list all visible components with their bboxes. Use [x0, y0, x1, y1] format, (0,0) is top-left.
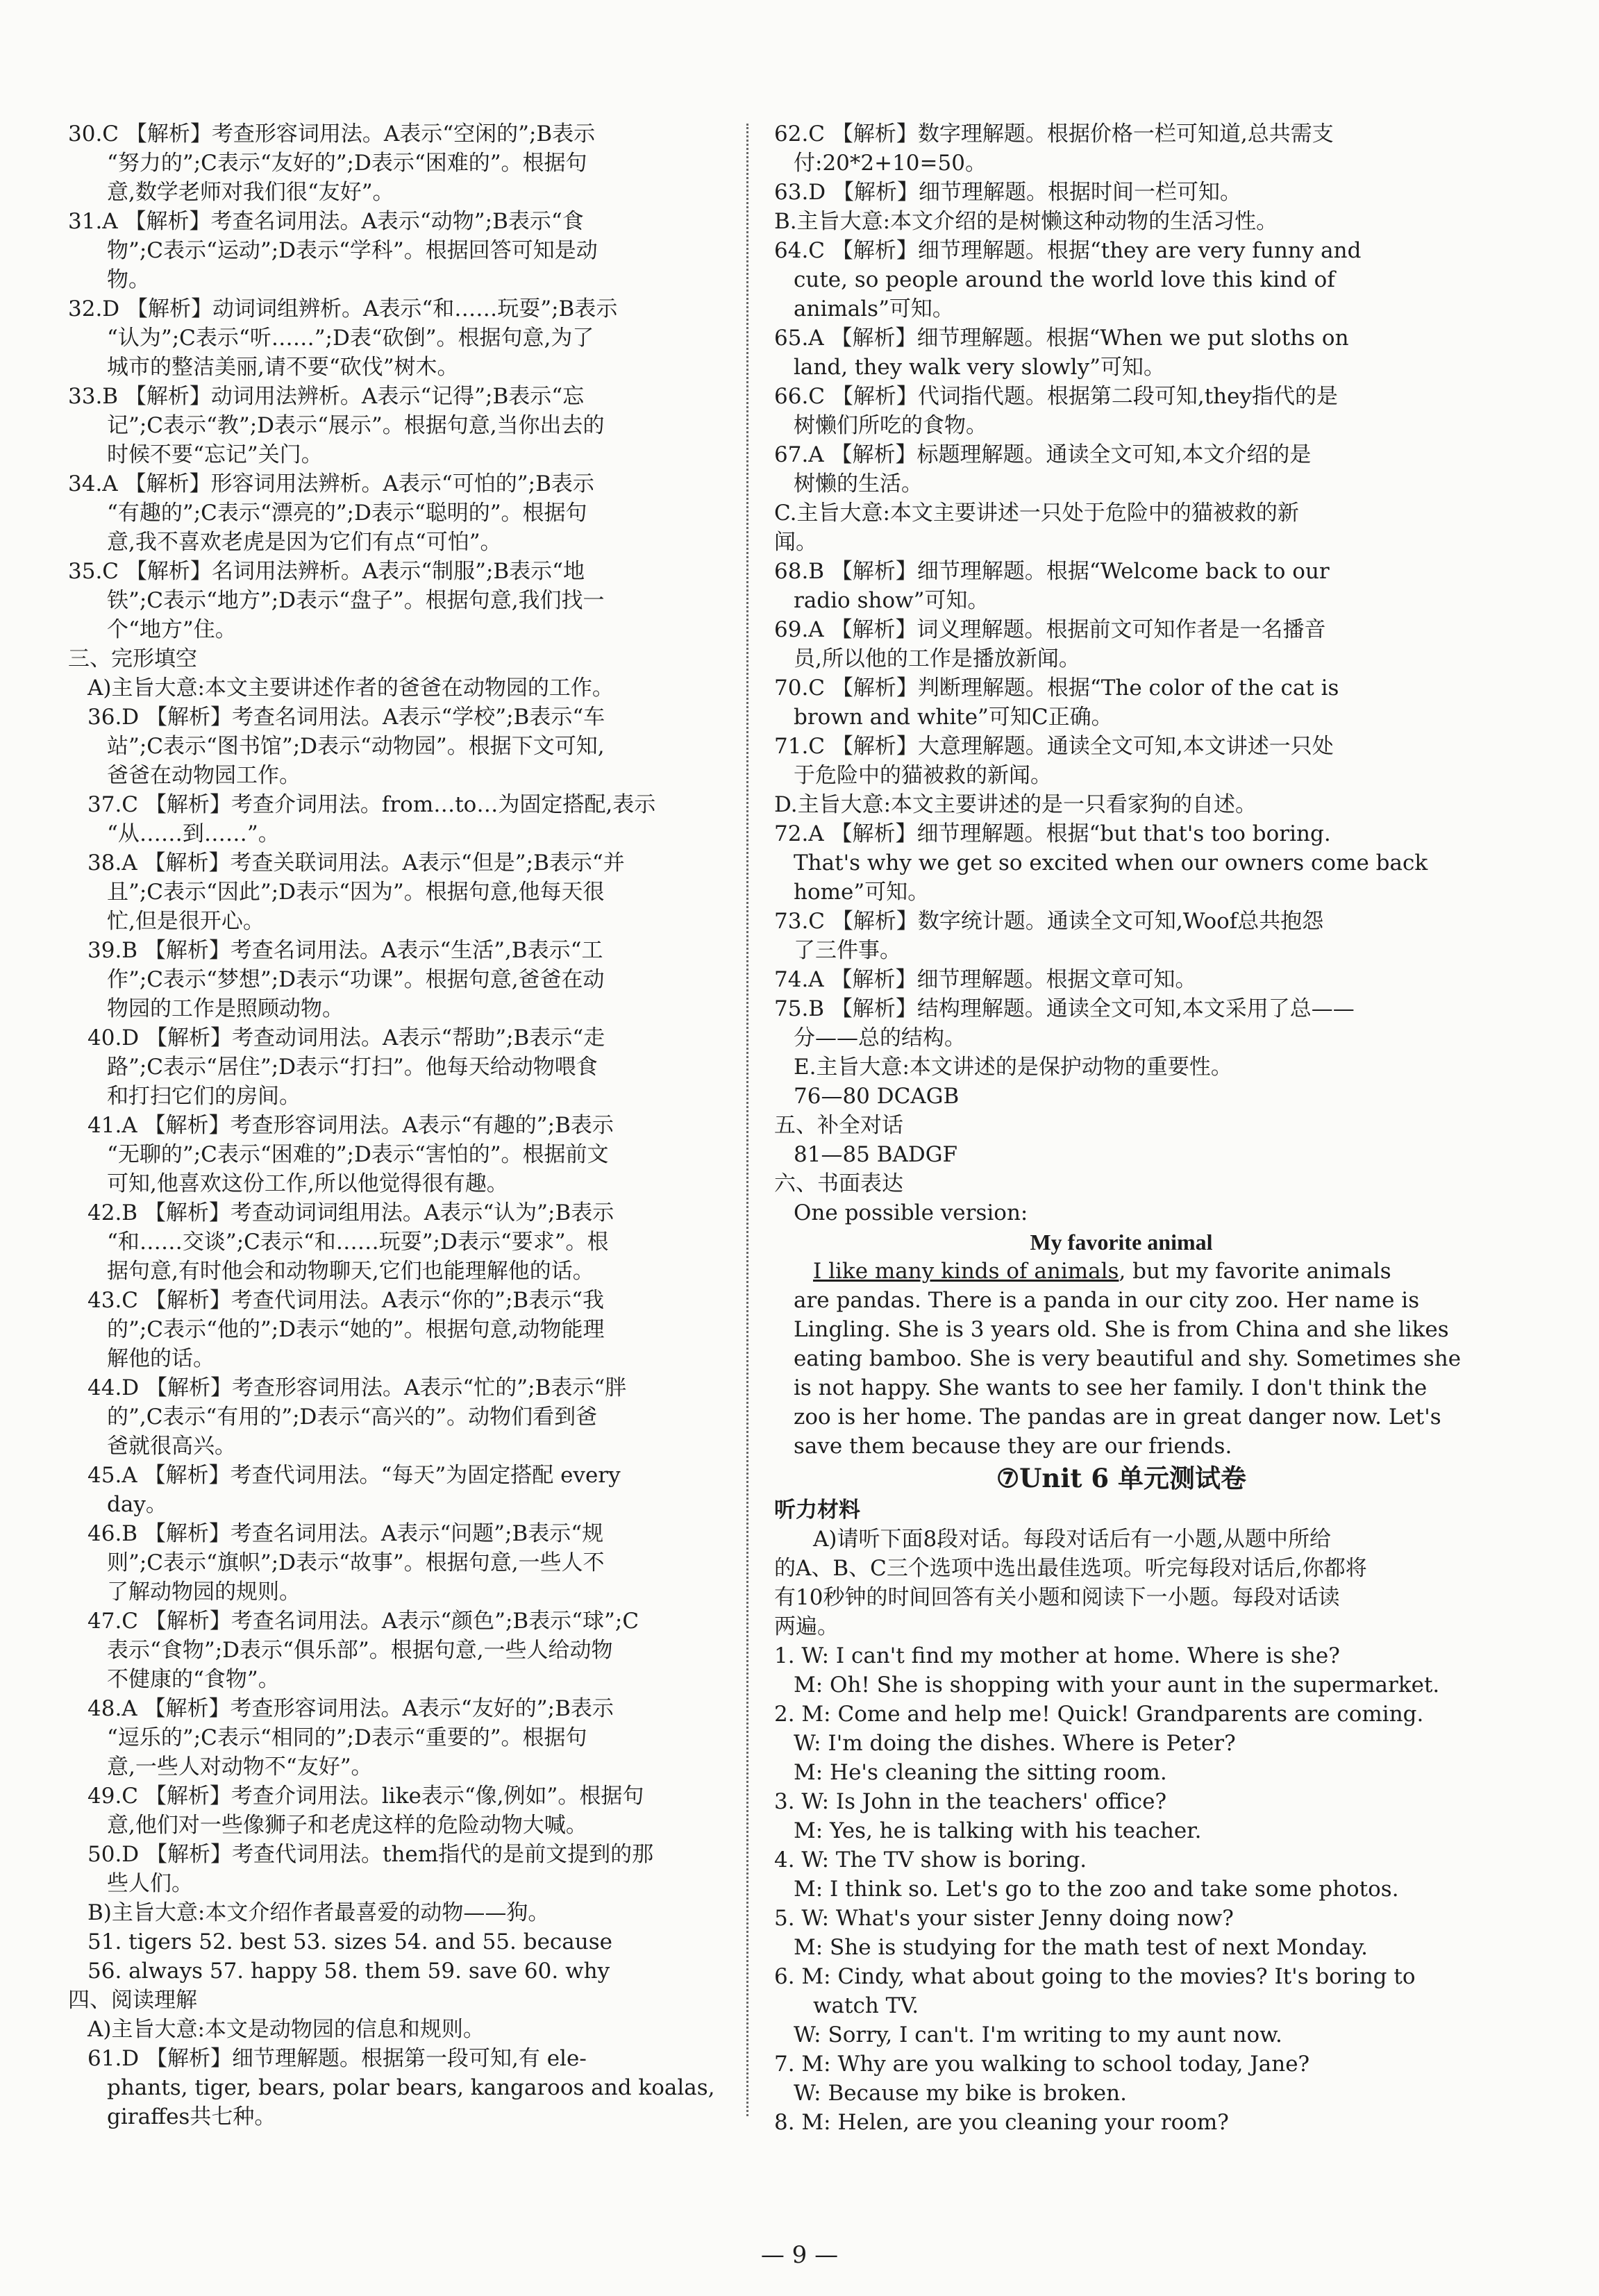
text-line: 六、书面表达 [774, 1171, 903, 1196]
text-line: “认为”;C表示“听……”;D表“砍倒”。根据句意,为了 [107, 326, 594, 351]
text-line: 66.C 【解析】代词指代题。根据第二段可知,they指代的是 [774, 384, 1339, 409]
text-line: 时候不要“忘记”关门。 [107, 442, 323, 467]
text-line: 且”;C表示“因此”;D表示“因为”。根据句意,他每天很 [107, 880, 605, 905]
answer-list-right [774, 119, 1468, 1227]
text-line: 32.D 【解析】动词词组辨析。A表示“和……玩耍”;B表示 [68, 296, 618, 321]
text-line: 45.A 【解析】考查代词用法。“每天”为固定搭配 every [87, 1463, 621, 1488]
text-line: 爸就很高兴。 [107, 1434, 236, 1459]
text-line: land, they walk very slowly”可知。 [794, 355, 1165, 380]
text-line: 51. tigers 52. best 53. sizes 54. and 55. because [87, 1929, 612, 1954]
listening-line: 2. M: Come and help me! Quick! Grandparents are coming. [774, 1702, 1424, 1727]
text-line: 意,我不喜欢老虎是因为它们有点“可怕”。 [107, 530, 502, 555]
essay-line [774, 1257, 1468, 1286]
text-line: 36.D 【解析】考查名词用法。A表示“学校”;B表示“车 [87, 705, 605, 730]
text-line: 61.D 【解析】细节理解题。根据第一段可知,有 ele- [87, 2046, 587, 2071]
text-line: A)主旨大意:本文主要讲述作者的爸爸在动物园的工作。 [87, 676, 614, 701]
text-line: 了解动物园的规则。 [107, 1579, 301, 1604]
text-line: 81—85 BADGF [794, 1142, 958, 1167]
text-line: 67.A 【解析】标题理解题。通读全文可知,本文介绍的是 [774, 442, 1312, 467]
text-line: “逗乐的”;C表示“相同的”;D表示“重要的”。根据句 [107, 1725, 587, 1750]
text-line: 75.B 【解析】结构理解题。通读全文可知,本文采用了总—— [774, 996, 1355, 1021]
text-line: 72.A 【解析】细节理解题。根据“but that's too boring. [774, 821, 1331, 846]
listening-line: 两遍。 [774, 1614, 839, 1639]
text-line: 员,所以他的工作是播放新闻。 [794, 646, 1080, 671]
text-line: phants, tiger, bears, polar bears, kangaroos and koalas, [107, 2075, 715, 2100]
listening-line: M: Yes, he is talking with his teacher. [794, 1818, 1202, 1843]
text-line: giraffes共七种。 [107, 2104, 276, 2129]
text-line: B)主旨大意:本文介绍作者最喜爱的动物——狗。 [87, 1900, 550, 1925]
text-line: 41.A 【解析】考查形容词用法。A表示“有趣的”;B表示 [87, 1113, 614, 1138]
text-line: 37.C 【解析】考查介词用法。from…to…为固定搭配,表示 [87, 792, 656, 817]
listening-line: M: He's cleaning the sitting room. [794, 1760, 1167, 1785]
text-line: 解他的话。 [107, 1346, 215, 1371]
page-number: — 9 — [760, 2241, 839, 2269]
text-line: 铁”;C表示“地方”;D表示“盘子”。根据句意,我们找一 [107, 588, 605, 613]
text-line: 63.D 【解析】细节理解题。根据时间一栏可知。 [774, 180, 1242, 205]
text-line: “和……交谈”;C表示“和……玩耍”;D表示“要求”。根 [107, 1230, 609, 1255]
listening-line: 6. M: Cindy, what about going to the movies? It's boring to [774, 1964, 1416, 1989]
text-line: 则”;C表示“旗帜”;D表示“故事”。根据句意,一些人不 [107, 1550, 605, 1575]
text-line: 爸爸在动物园工作。 [107, 763, 301, 788]
essay-title: My favorite animal [1030, 1230, 1213, 1255]
text-line: 物园的工作是照顾动物。 [107, 996, 344, 1021]
text-line: “无聊的”;C表示“困难的”;D表示“害怕的”。根据前文 [107, 1142, 609, 1167]
essay-line: zoo is her home. The pandas are in great danger now. Let's [794, 1405, 1441, 1430]
text-line: “努力的”;C表示“友好的”;D表示“困难的”。根据句 [107, 151, 587, 176]
listening-line: watch TV. [813, 1993, 919, 2018]
text-line: 路”;C表示“居住”;D表示“打扫”。他每天给动物喂食 [107, 1055, 598, 1080]
essay-line: are pandas. There is a panda in our city zoo. Her name is [794, 1288, 1420, 1313]
text-line: One possible version: [794, 1200, 1028, 1225]
text-line: 30.C 【解析】考查形容词用法。A表示“空闲的”;B表示 [68, 121, 596, 146]
text-line: 42.B 【解析】考查动词词组用法。A表示“认为”;B表示 [87, 1200, 614, 1225]
text-line: 个“地方”住。 [107, 617, 237, 642]
text-line: 站”;C表示“图书馆”;D表示“动物园”。根据下文可知, [107, 734, 605, 759]
text-line: 物”;C表示“运动”;D表示“学科”。根据回答可知是动 [107, 238, 598, 263]
text-line: 39.B 【解析】考查名词用法。A表示“生活”,B表示“工 [87, 938, 603, 963]
listening-line: 8. M: Helen, are you cleaning your room? [774, 2110, 1229, 2135]
text-line: 34.A 【解析】形容词用法辨析。A表示“可怕的”;B表示 [68, 471, 594, 496]
text-line: 可知,他喜欢这份工作,所以他觉得很有趣。 [107, 1171, 508, 1196]
text-line: 作”;C表示“梦想”;D表示“功课”。根据句意,爸爸在动 [107, 967, 605, 992]
text-line: That's why we get so excited when our owners come back [794, 850, 1428, 875]
listening-line: M: I think so. Let's go to the zoo and take some photos. [794, 1877, 1399, 1902]
text-line: 于危险中的猫被救的新闻。 [794, 763, 1052, 788]
text-line: 五、补全对话 [774, 1113, 903, 1138]
essay-underlined-phrase: I like many kinds of animals [813, 1259, 1119, 1284]
text-line: 71.C 【解析】大意理解题。通读全文可知,本文讲述一只处 [774, 734, 1334, 759]
text-line: 了三件事。 [794, 938, 901, 963]
listening-line: 1. W: I can't find my mother at home. Where is she? [774, 1643, 1340, 1668]
listening-line: 3. W: Is John in the teachers' office? [774, 1789, 1167, 1814]
text-line: 的”;C表示“他的”;D表示“她的”。根据句意,动物能理 [107, 1317, 605, 1342]
essay-line-tail: , but my favorite animals [1119, 1259, 1391, 1284]
right-column [774, 119, 1468, 2137]
text-line: animals”可知。 [794, 296, 954, 321]
text-line: 表示“食物”;D表示“俱乐部”。根据句意,一些人给动物 [107, 1638, 613, 1663]
text-line: 31.A 【解析】考查名词用法。A表示“动物”;B表示“食 [68, 209, 584, 234]
text-line: 47.C 【解析】考查名词用法。A表示“颜色”;B表示“球”;C [87, 1609, 639, 1634]
text-line: 38.A 【解析】考查关联词用法。A表示“但是”;B表示“并 [87, 850, 625, 875]
listening-line: A)请听下面8段对话。每段对话后有一小题,从题中所给 [813, 1527, 1332, 1552]
text-line: cute, so people around the world love this kind of [794, 267, 1335, 292]
text-line: C.主旨大意:本文主要讲述一只处于危险中的猫被救的新 [774, 501, 1299, 526]
text-line: A)主旨大意:本文是动物园的信息和规则。 [87, 2017, 485, 2042]
text-line: 四、阅读理解 [68, 1988, 197, 2013]
text-line: 76—80 DCAGB [794, 1084, 960, 1109]
text-line: 意,数学老师对我们很“友好”。 [107, 180, 394, 205]
text-line: 48.A 【解析】考查形容词用法。A表示“友好的”;B表示 [87, 1696, 614, 1721]
text-line: D.主旨大意:本文主要讲述的是一只看家狗的自述。 [774, 792, 1257, 817]
essay-line: eating bamboo. She is very beautiful and shy. Sometimes she [794, 1346, 1462, 1371]
text-line: 三、完形填空 [68, 646, 197, 671]
listening-line: 听力材料 [774, 1498, 860, 1523]
text-line: E.主旨大意:本文讲述的是保护动物的重要性。 [794, 1055, 1232, 1080]
text-line: 意,一些人对动物不“友好”。 [107, 1754, 373, 1779]
listening-line: M: Oh! She is shopping with your aunt in the supermarket. [794, 1673, 1440, 1698]
text-line: 意,他们对一些像狮子和老虎这样的危险动物大喊。 [107, 1813, 587, 1838]
essay-line: save them because they are our friends. [794, 1434, 1232, 1459]
text-line: home”可知。 [794, 880, 930, 905]
text-line: 70.C 【解析】判断理解题。根据“The color of the cat is [774, 676, 1339, 701]
text-line: 35.C 【解析】名词用法辨析。A表示“制服”;B表示“地 [68, 559, 585, 584]
text-line: 不健康的“食物”。 [107, 1667, 280, 1692]
text-line: 33.B 【解析】动词用法辨析。A表示“记得”;B表示“忘 [68, 384, 585, 409]
text-line: 49.C 【解析】考查介词用法。like表示“像,例如”。根据句 [87, 1784, 644, 1809]
essay-line: is not happy. She wants to see her family. I don't think the [794, 1375, 1428, 1400]
text-line: 闻。 [774, 530, 817, 555]
text-line: 65.A 【解析】细节理解题。根据“When we put sloths on [774, 326, 1349, 351]
text-line: 付:20*2+10=50。 [794, 151, 987, 176]
listening-line: W: Sorry, I can't. I'm writing to my aunt now. [794, 2022, 1282, 2047]
listening-line: 的A、B、C三个选项中选出最佳选项。听完每段对话后,你都将 [774, 1556, 1367, 1581]
text-line: day。 [107, 1492, 167, 1517]
listening-line: 7. M: Why are you walking to school today, Jane? [774, 2052, 1310, 2077]
listening-line: 4. W: The TV show is boring. [774, 1847, 1087, 1872]
text-line: 忙,但是很开心。 [107, 909, 265, 934]
unit-heading: ⑦Unit 6 单元测试卷 [996, 1463, 1246, 1493]
text-line: 43.C 【解析】考查代词用法。A表示“你的”;B表示“我 [87, 1288, 605, 1313]
text-line: 记”;C表示“教”;D表示“展示”。根据句意,当你出去的 [107, 413, 605, 438]
text-line: 44.D 【解析】考查形容词用法。A表示“忙的”;B表示“胖 [87, 1375, 627, 1400]
text-line: 的”,C表示“有用的”;D表示“高兴的”。动物们看到爸 [107, 1405, 598, 1430]
listening-line: W: Because my bike is broken. [794, 2081, 1127, 2106]
text-line: 和打扫它们的房间。 [107, 1084, 301, 1109]
text-line: 50.D 【解析】考查代词用法。them指代的是前文提到的那 [87, 1842, 654, 1867]
text-line: 城市的整洁美丽,请不要“砍伐”树木。 [107, 355, 459, 380]
text-line: 56. always 57. happy 58. them 59. save 60. why [87, 1959, 610, 1984]
text-line: “有趣的”;C表示“漂亮的”;D表示“聪明的”。根据句 [107, 501, 587, 526]
text-line: 64.C 【解析】细节理解题。根据“they are very funny and [774, 238, 1362, 263]
column-divider [746, 124, 748, 2116]
text-line: “从……到……”。 [107, 821, 280, 846]
text-line: 74.A 【解析】细节理解题。根据文章可知。 [774, 967, 1197, 992]
text-line: 68.B 【解析】细节理解题。根据“Welcome back to our [774, 559, 1330, 584]
text-line: 40.D 【解析】考查动词用法。A表示“帮助”;B表示“走 [87, 1025, 605, 1050]
text-line: brown and white”可知C正确。 [794, 705, 1113, 730]
essay-body [774, 1257, 1468, 1461]
text-line: 据句意,有时他会和动物聊天,它们也能理解他的话。 [107, 1259, 594, 1284]
text-line: 46.B 【解析】考查名词用法。A表示“问题”;B表示“规 [87, 1521, 604, 1546]
text-line: 分——总的结构。 [794, 1025, 966, 1050]
text-line: 些人们。 [107, 1871, 193, 1896]
listening-line: 有10秒钟的时间回答有关小题和阅读下一小题。每段对话读 [774, 1585, 1340, 1610]
text-line: 73.C 【解析】数字统计题。通读全文可知,Woof总共抱怨 [774, 909, 1324, 934]
text-line: 树懒的生活。 [794, 471, 923, 496]
essay-line: Lingling. She is 3 years old. She is from China and she likes [794, 1317, 1449, 1342]
text-line: 62.C 【解析】数字理解题。根据价格一栏可知道,总共需支 [774, 121, 1334, 146]
text-line: radio show”可知。 [794, 588, 989, 613]
listening-material [774, 1495, 1468, 2137]
left-column [68, 119, 728, 2131]
text-line: 树懒们所吃的食物。 [794, 413, 987, 438]
text-line: 物。 [107, 267, 150, 292]
listening-line: W: I'm doing the dishes. Where is Peter? [794, 1731, 1236, 1756]
text-line: 69.A 【解析】词义理解题。根据前文可知作者是一名播音 [774, 617, 1326, 642]
listening-line: 5. W: What's your sister Jenny doing now? [774, 1906, 1234, 1931]
text-line: B.主旨大意:本文介绍的是树懒这种动物的生活习性。 [774, 209, 1278, 234]
listening-line: M: She is studying for the math test of next Monday. [794, 1935, 1368, 1960]
